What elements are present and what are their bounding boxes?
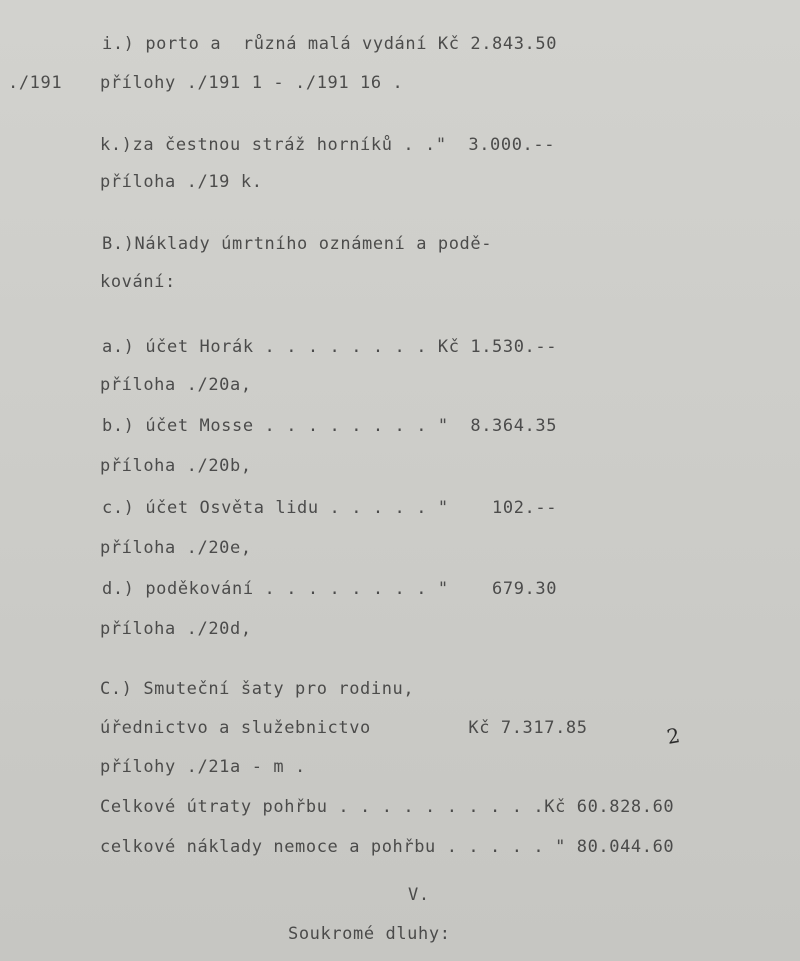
line-kovani: kování: xyxy=(100,272,176,292)
line-a-ucet-horak: a.) účet Horák . . . . . . . . Kč 1.530.-- xyxy=(102,337,558,357)
line-priloha-20e: příloha ./20e, xyxy=(100,538,252,558)
line-prilohy-21a: přílohy ./21a - m . xyxy=(100,757,306,777)
line-celkove-naklady: celkové náklady nemoce a pohřbu . . . . . " 80.044.60 xyxy=(100,837,675,857)
line-i-porto: i.) porto a různá malá vydání Kč 2.843.50 xyxy=(102,34,558,54)
handwritten-mark: 2 xyxy=(665,723,682,749)
line-urednictvo: úřednictvo a služebnictvo Kč 7.317.85 xyxy=(100,718,588,738)
line-celkove-utraty: Celkové útraty pohřbu . . . . . . . . . .Kč 60.828.60 xyxy=(100,797,675,817)
margin-reference: ./191 xyxy=(8,73,63,93)
section-heading-v: V. xyxy=(408,885,430,905)
line-priloha-20d: příloha ./20d, xyxy=(100,619,252,639)
line-c-ucet-osveta: c.) účet Osvěta lidu . . . . . " 102.-- xyxy=(102,498,558,518)
line-c-smutecni-saty: C.) Smuteční šaty pro rodinu, xyxy=(100,679,415,699)
line-prilohy-191: přílohy ./191 1 - ./191 16 . xyxy=(100,73,404,93)
line-k-cestna-straz: k.)za čestnou stráž horníků . ." 3.000.-- xyxy=(100,135,556,155)
line-b-naklady: B.)Náklady úmrtního oznámení a podě- xyxy=(102,234,493,254)
section-soukrome-dluhy: Soukromé dluhy: xyxy=(288,924,451,944)
line-priloha-20b: příloha ./20b, xyxy=(100,456,252,476)
line-d-podekovani: d.) poděkování . . . . . . . . " 679.30 xyxy=(102,579,558,599)
line-b-ucet-mosse: b.) účet Mosse . . . . . . . . " 8.364.35 xyxy=(102,416,558,436)
line-priloha-20a: příloha ./20a, xyxy=(100,375,252,395)
line-priloha-19k: příloha ./19 k. xyxy=(100,172,263,192)
